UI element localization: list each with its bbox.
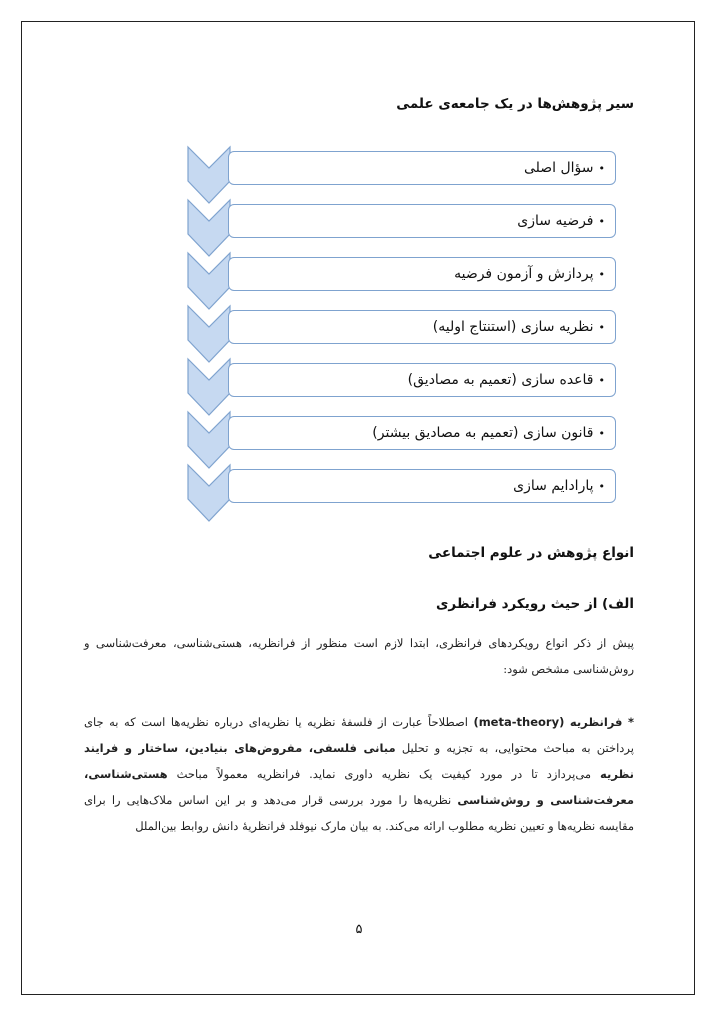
flow-step: • سؤال اصلی bbox=[228, 151, 616, 185]
chevron-down-icon bbox=[188, 359, 230, 415]
page-number: ۵ bbox=[355, 922, 363, 937]
chevron-down-icon bbox=[188, 253, 230, 309]
paragraph: * فرانظریه (meta-theory) اصطلاحاً عبارت از فلسفهٔ نظریه یا نظریه‌ای درباره نظریه‌ها است که به جای پرداختن به مباحث محتوایی، به تجزیه و تحلیل مبانی فلسفی، مفروض‌های بنیادین، ساختار و فرایند نظریه می‌پردازد تا در مورد کیفیت یک نظریه داوری نماید. فرانظریه معمولاً مباحث هستی‌شناسی، معرفت‌شناسی و روش‌شناسی نظریه‌ها را مورد بررسی قرار می‌دهد و بر این اساس ملاک‌هایی را برای مقایسه نظریه‌ها و تعیین نظریه مطلوب ارائه می‌کند. به بیان مارک نیوفلد فرانظریهٔ دانش روابط بین‌الملل bbox=[84, 715, 635, 833]
flow-step: • نظریه سازی (استنتاج اولیه) bbox=[228, 310, 616, 344]
chevron-down-icon bbox=[188, 306, 230, 362]
chevron-down-icon bbox=[188, 412, 230, 468]
paragraph: پیش از ذکر انواع رویکردهای فرانظری، ابتدا لازم است منظور از فرانظریه، هستی‌شناسی، معرفت‌شناسی و روش‌شناسی مشخص شود: bbox=[84, 636, 634, 676]
flow-step: • فرضیه سازی bbox=[228, 204, 616, 238]
flow-step: • پارادایم سازی bbox=[228, 469, 616, 503]
chevron-down-icon bbox=[188, 147, 230, 203]
flow-step: • پردازش و آزمون فرضیه bbox=[228, 257, 616, 291]
section-heading: سیر پژوهش‌ها در یک جامعه‌ی علمی bbox=[396, 96, 634, 112]
process-flow-diagram bbox=[186, 147, 636, 533]
section-heading: انواع پژوهش در علوم اجتماعی bbox=[428, 545, 634, 561]
flow-step: • قاعده سازی (تعمیم به مصادیق) bbox=[228, 363, 616, 397]
chevron-down-icon bbox=[188, 465, 230, 521]
flow-step: • قانون سازی (تعمیم به مصادیق بیشتر) bbox=[228, 416, 616, 450]
sub-heading: الف) از حیث رویکرد فرانظری bbox=[436, 596, 634, 612]
chevron-down-icon bbox=[188, 200, 230, 256]
